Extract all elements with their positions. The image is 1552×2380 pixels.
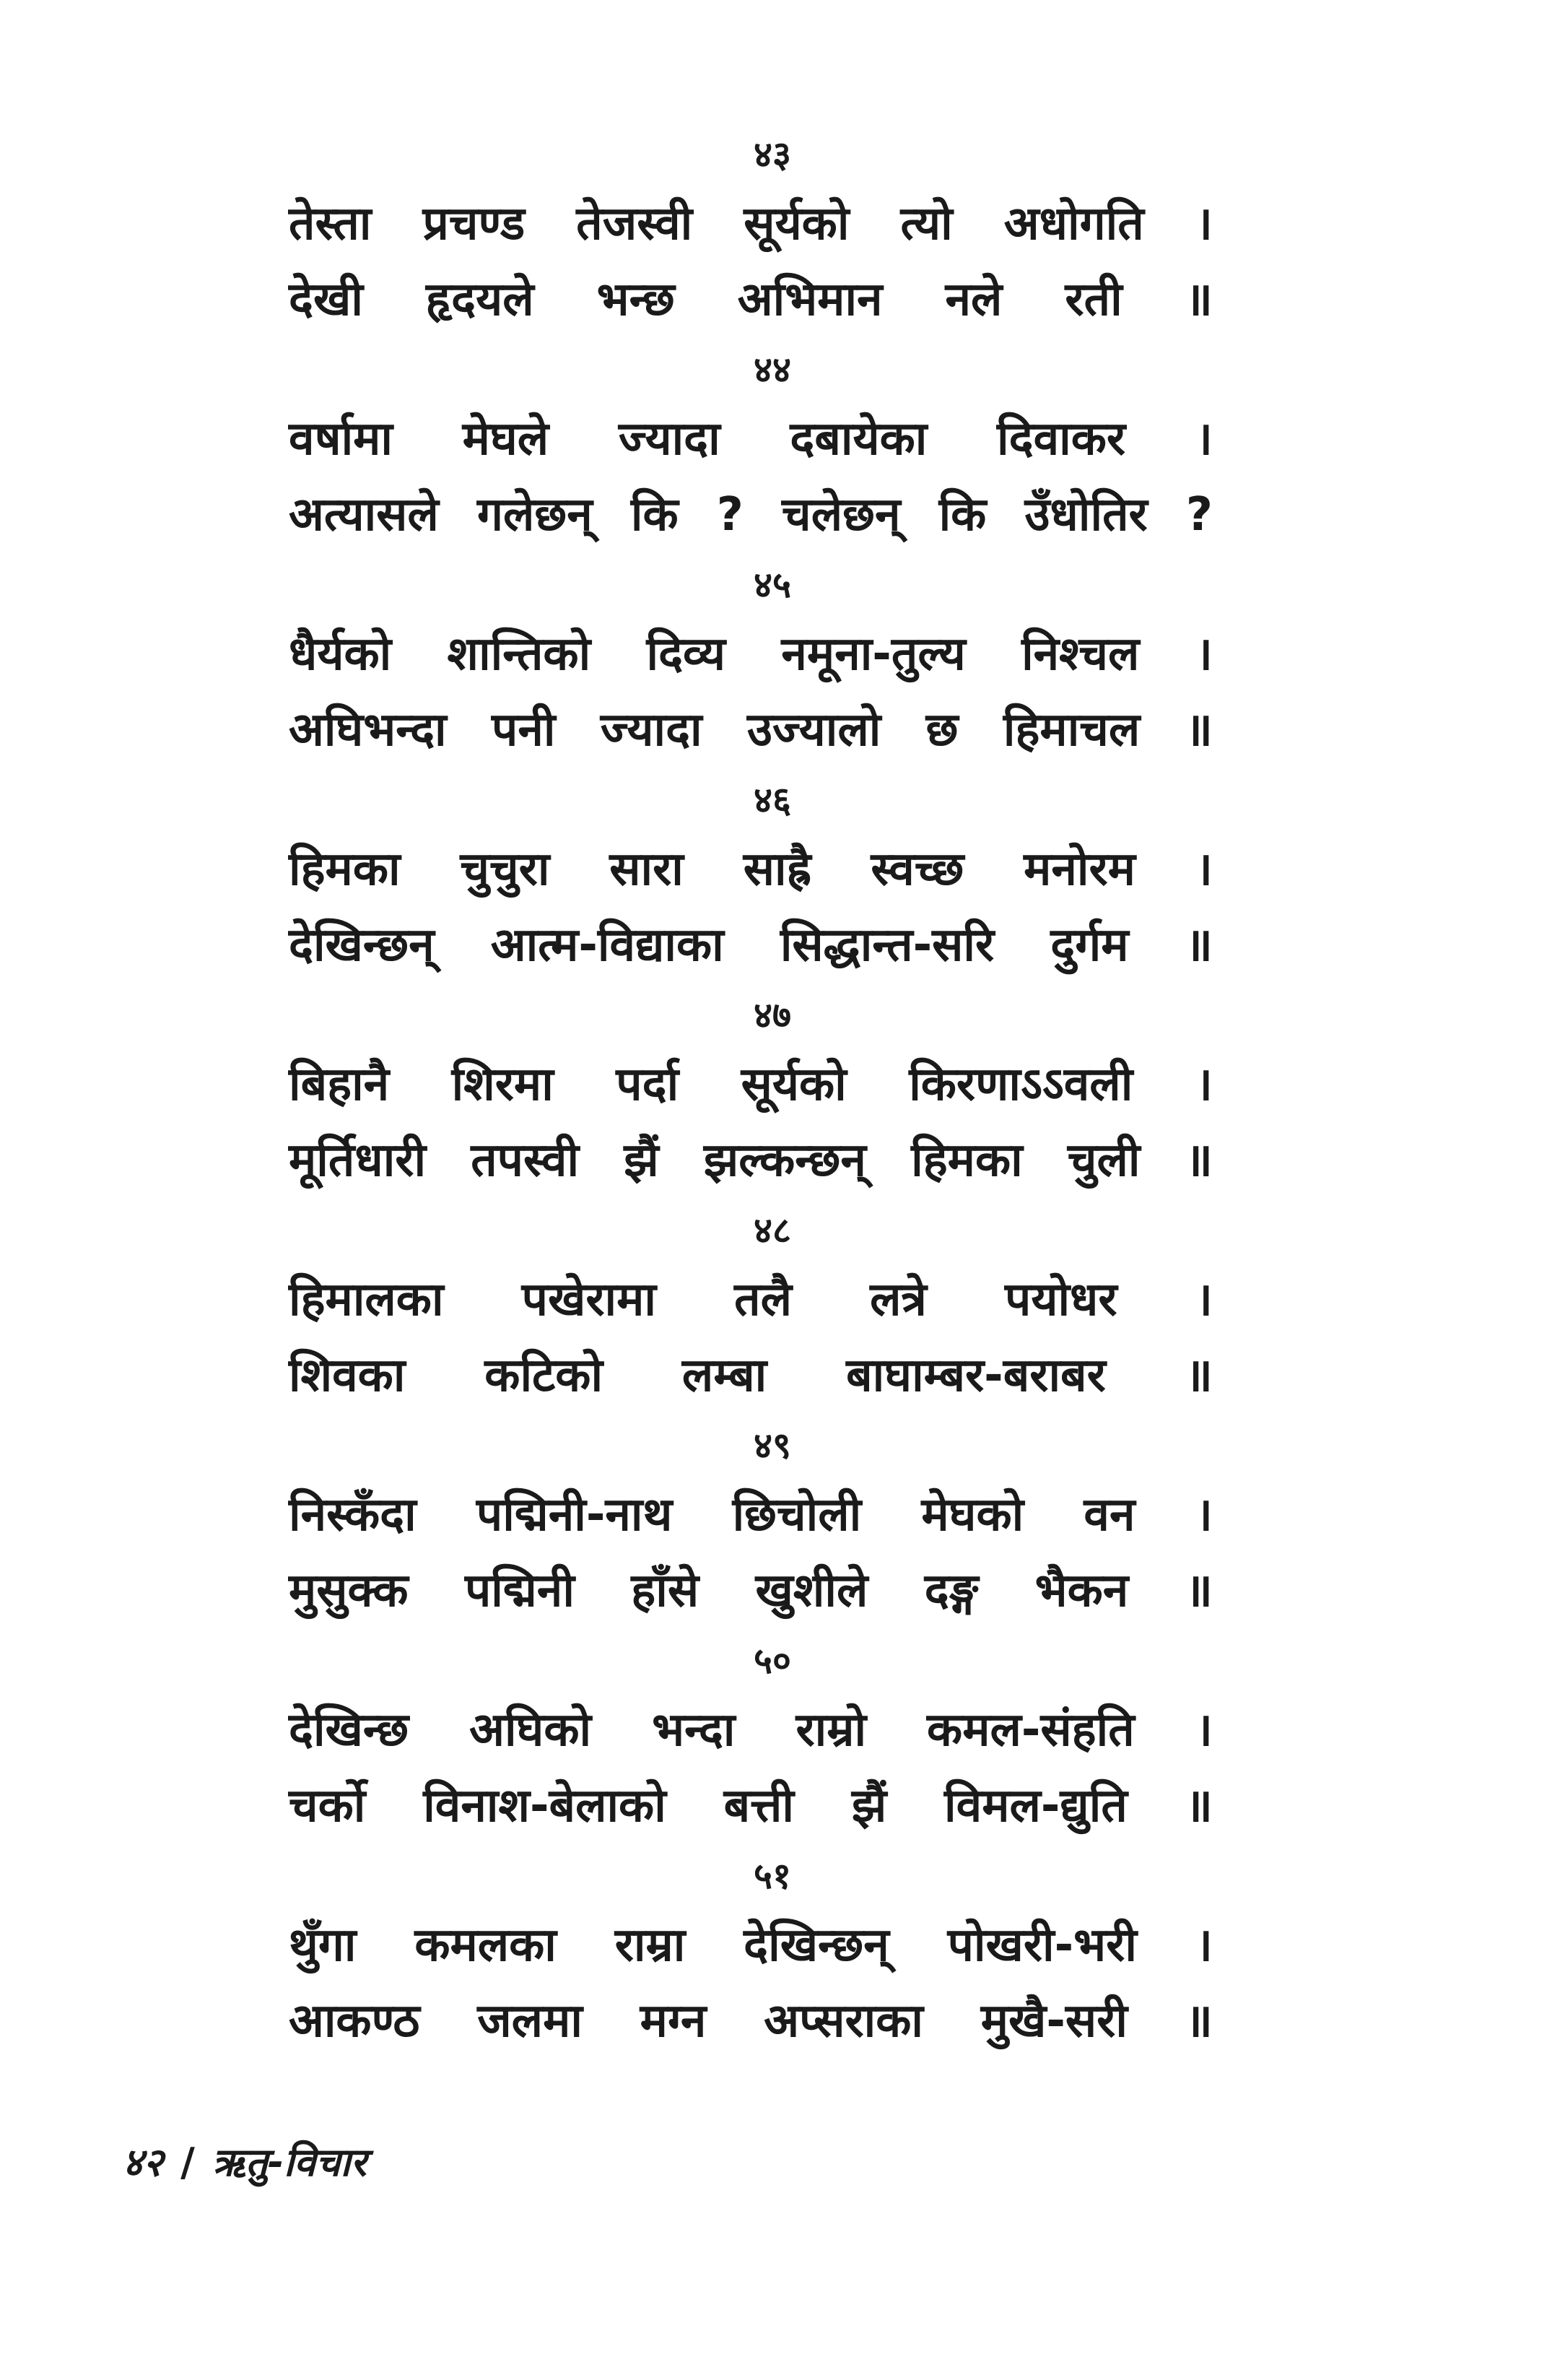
verse-number: ४८ <box>754 1209 791 1251</box>
page-footer <box>123 2134 367 2187</box>
verse <box>289 338 1213 553</box>
verse-line-1: बिहानै शिरमा पर्दा सूर्यको किरणाऽऽवली । <box>289 1058 1213 1111</box>
verse <box>289 1629 1213 1844</box>
verse-line-1: थुँगा कमलका राम्रा देखिन्छन् पोखरी-भरी । <box>289 1919 1213 1972</box>
verse-line-1: वर्षामा मेघले ज्यादा दबायेका दिवाकर । <box>289 412 1213 466</box>
verse-line-1: तेस्ता प्रचण्ड तेजस्वी सूर्यको त्यो अधोगति । <box>289 197 1213 251</box>
verse-line-1: देखिन्छ अघिको भन्दा राम्रो कमल-संहति । <box>289 1703 1213 1757</box>
verse-line-2: देखी हृदयले भन्छ अभिमान नले रती ॥ <box>289 273 1213 326</box>
verse-number: ५० <box>754 1640 791 1682</box>
verse <box>289 1199 1213 1414</box>
verse-number: ४४ <box>754 349 791 391</box>
book-title: ऋतु-विचार <box>212 2140 367 2185</box>
verse-line-1: हिमालका पखेरामा तलै लत्रे पयोधर । <box>289 1273 1213 1326</box>
verse-line-2: आकण्ठ जलमा मग्न अप्सराका मुखै-सरी ॥ <box>289 1994 1213 2048</box>
verse-number: ४३ <box>754 134 791 175</box>
verse <box>289 983 1213 1199</box>
verse-number: ४६ <box>754 779 791 821</box>
verse <box>289 1414 1213 1629</box>
verse-line-1: निस्कँदा पद्मिनी-नाथ छिचोली मेघको वन । <box>289 1488 1213 1542</box>
verse <box>289 1844 1213 2059</box>
footer-separator: / <box>180 2140 195 2185</box>
verse <box>289 123 1213 338</box>
verse-line-2: चर्को विनाश-बेलाको बत्ती झैं विमल-द्युति ॥ <box>289 1779 1213 1833</box>
verse-line-2: अघिभन्दा पनी ज्यादा उज्यालो छ हिमाचल ॥ <box>289 703 1213 757</box>
verse-line-2: शिवका कटिको लम्बा बाघाम्बर-बराबर ॥ <box>289 1349 1213 1402</box>
verse <box>289 553 1213 768</box>
verse-line-2: मूर्तिधारी तपस्वी झैं झल्कन्छन् हिमका चुली ॥ <box>289 1134 1213 1187</box>
verse-line-2: देखिन्छन् आत्म-विद्याका सिद्धान्त-सरि दुर्गम ॥ <box>289 918 1213 972</box>
page-number: ४२ <box>123 2140 164 2185</box>
verse-line-2: मुसुक्क पद्मिनी हाँसे खुशीले दङ्ग भैकन ॥ <box>289 1564 1213 1617</box>
verse-line-1: धैर्यको शान्तिको दिव्य नमूना-तुल्य निश्चल । <box>289 627 1213 681</box>
verse-line-2: अत्यासले गलेछन् कि ? चलेछन् कि उँधोतिर ? <box>289 488 1213 542</box>
verse-number: ४९ <box>754 1425 791 1467</box>
verse-number: ५१ <box>754 1855 791 1897</box>
verse-number: ४७ <box>754 994 791 1036</box>
verse-line-1: हिमका चुचुरा सारा साह्रै स्वच्छ मनोरम । <box>289 843 1213 896</box>
verse <box>289 768 1213 983</box>
verse-number: ४५ <box>754 564 791 606</box>
verse-list <box>289 123 1213 2059</box>
